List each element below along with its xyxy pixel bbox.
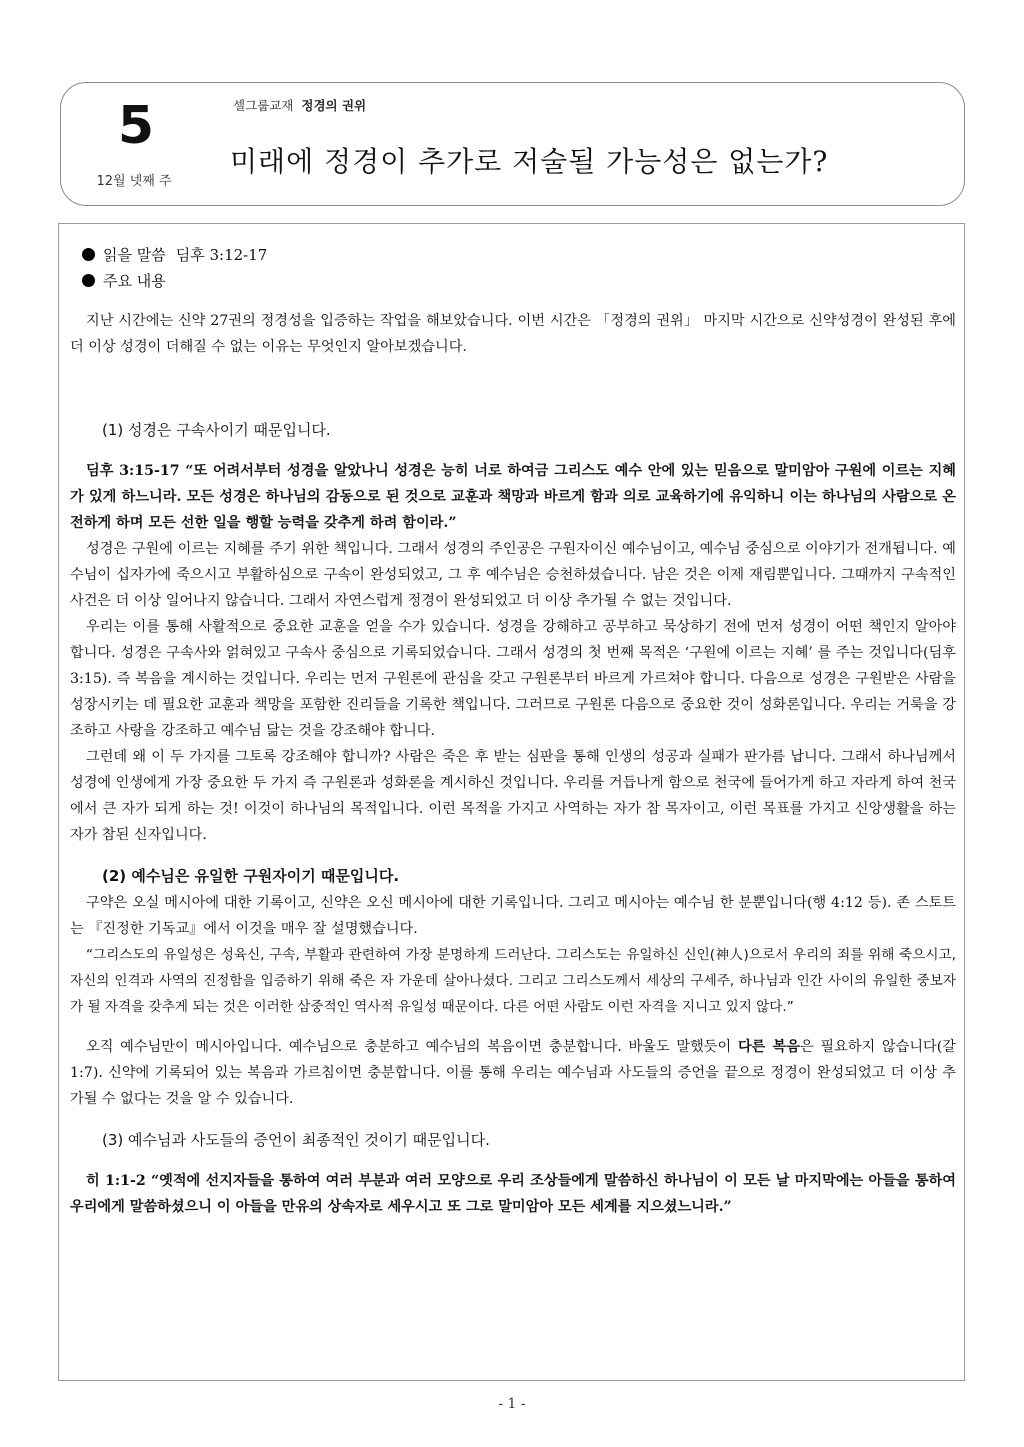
section3-heading: (3) 예수님과 사도들의 증언이 최종적인 것이기 때문입니다. <box>102 1131 490 1149</box>
week-number: 5 <box>117 96 155 156</box>
quote-text: “그리스도의 유일성은 성육신, 구속, 부활과 관련하여 가장 분명하게 드러난다. 그리스도는 유일하신 신인(神人)으로서 우리의 죄를 위해 죽으시고, 자신의 인격과 사역의 진정함을 입증하기 위해 죽은 자 가운데 살아나셨다. 그리고 그리스도께서 세상의 구세주, 하나님과 인간 사이의 유일한 중보자가 될 자격을 갖추게 되는 것은 이러한 삼중적인 역사적 유일성 때문이다. 다른 어떤 사람도 이런 자격을 지니고 있지 않다.” <box>70 947 956 1015</box>
closing-text: 은 필요하지 않습니다(갈 1:7). 신약에 기록되어 있는 복음과 가르침이면 충분합니다. 이를 통해 우리는 예수님과 사도들의 증언을 끝으로 정경이 완성되었고 더 이상 추가될 수 없다는 것을 알 수 있습니다. <box>70 1039 956 1107</box>
week-label: 12월 넷째 주 <box>96 174 172 189</box>
section2-paragraph: 구약은 오실 메시아에 대한 기록이고, 신약은 오신 메시아에 대한 기록입니다. 그리고 메시아는 예수님 한 분뿐입니다(행 4:12 등). 존 스토트는 『진정한 기독교』에서 이것을 매우 잘 설명했습니다. <box>70 895 956 937</box>
section3-verse: 히 1:1-2 “옛적에 선지자들을 통하여 여러 부분과 여러 모양으로 우리 조상들에게 말씀하신 하나님이 이 모든 날 마지막에는 아들을 통하여 우리에게 말씀하셨으니 이 아들을 만유의 상속자로 세우시고 또 그로 말미암아 모든 세계를 지으셨느니라.” <box>70 1173 956 1215</box>
section1-heading: (1) 성경은 구속사이기 때문입니다. <box>102 421 331 439</box>
page-number: - 1 - <box>498 1396 526 1412</box>
series-prefix: 셀그룹교재 <box>233 98 294 113</box>
bullet-icon <box>82 274 95 287</box>
stott-quote <box>70 942 956 1020</box>
section2-heading: (2) 예수님은 유일한 구원자이기 때문입니다. <box>102 867 400 885</box>
section2-closing <box>70 1034 956 1112</box>
reading-line <box>70 242 956 268</box>
other-gospel-emphasis: 다른 복음 <box>737 1039 800 1055</box>
intro-paragraph: 지난 시간에는 신약 27권의 정경성을 입증하는 작업을 해보았습니다. 이번 시간은 「정경의 권위」 마지막 시간으로 신약성경이 완성된 후에 더 이상 성경이 더해질 수 없는 이유는 무엇인지 알아보겠습니다. <box>70 313 956 355</box>
series-name: 정경의 권위 <box>301 98 367 113</box>
section1-paragraph: 성경은 구원에 이르는 지혜를 주기 위한 책입니다. 그래서 성경의 주인공은 구원자이신 예수님이고, 예수님 중심으로 이야기가 전개됩니다. 예수님이 십자가에 죽으시고 부활하심으로 구속이 완성되었고, 그 후 예수님은 승천하셨습니다. 남은 것은 이제 재림뿐입니다. 그때까지 구속적인 사건은 더 이상 일어나지 않습니다. 그래서 자연스럽게 정경이 완성되었고 더 이상 추가될 수 없는 것입니다. <box>70 541 956 609</box>
series-line <box>233 96 366 114</box>
section1-paragraph: 그런데 왜 이 두 가지를 그토록 강조해야 합니까? 사람은 죽은 후 받는 심판을 통해 인생의 성공과 실패가 판가름 납니다. 그래서 하나님께서 성경에 인생에게 가장 중요한 두 가지 즉 구원론과 성화론을 계시하신 것입니다. 우리를 거듭나게 함으로 천국에 들어가게 하고 자라게 하여 천국에서 큰 자가 되게 하는 것! 이것이 하나님의 목적입니다. 이런 목적을 가지고 사역하는 자가 참 목자이고, 이런 목표를 가지고 신앙생활을 하는 자가 참된 신자입니다. <box>70 749 956 843</box>
main-content-label: 주요 내용 <box>103 272 166 290</box>
section1-verse: 딤후 3:15-17 “또 어려서부터 성경을 알았나니 성경은 능히 너로 하여금 그리스도 예수 안에 있는 믿음으로 말미암아 구원에 이르는 지혜가 있게 하느니라. 모든 성경은 하나님의 감동으로 된 것으로 교훈과 책망과 바르게 함과 의로 교육하기에 유익하니 이는 하나님의 사람으로 온전하게 하며 모든 선한 일을 행할 능력을 갖추게 하려 함이라.” <box>70 463 956 531</box>
closing-text: 오직 예수님만이 메시아입니다. 예수님으로 충분하고 예수님의 복음이면 충분합니다. 바울도 말했듯이 <box>86 1039 738 1055</box>
reading-ref: 딤후 3:12-17 <box>175 246 268 264</box>
lesson-title: 미래에 정경이 추가로 저술될 가능성은 없는가? <box>230 145 829 178</box>
reading-label: 읽을 말씀 <box>103 246 166 264</box>
bullet-icon <box>82 248 95 261</box>
lesson-content <box>70 242 956 1220</box>
section1-paragraph: 우리는 이를 통해 사활적으로 중요한 교훈을 얻을 수가 있습니다. 성경을 강해하고 공부하고 묵상하기 전에 먼저 성경이 어떤 책인지 알아야 합니다. 성경은 구속사와 얽혀있고 구속사 중심으로 기록되었습니다. 그래서 성경의 첫 번째 목적은 ‘구원에 이르는 지혜’ 를 주는 것입니다(딤후 3:15). 즉 복음을 계시하는 것입니다. 우리는 먼저 구원론에 관심을 갖고 구원론부터 바르게 가르쳐야 합니다. 다음으로 성경은 구원받은 사람을 성장시키는 데 필요한 교훈과 책망을 포함한 진리들을 기록한 책입니다. 그러므로 구원론 다음으로 중요한 것이 성화론입니다. 우리는 거룩을 강조하고 사랑을 강조하고 예수님 닮는 것을 강조해야 합니다. <box>70 619 956 739</box>
main-content-line <box>70 268 956 294</box>
